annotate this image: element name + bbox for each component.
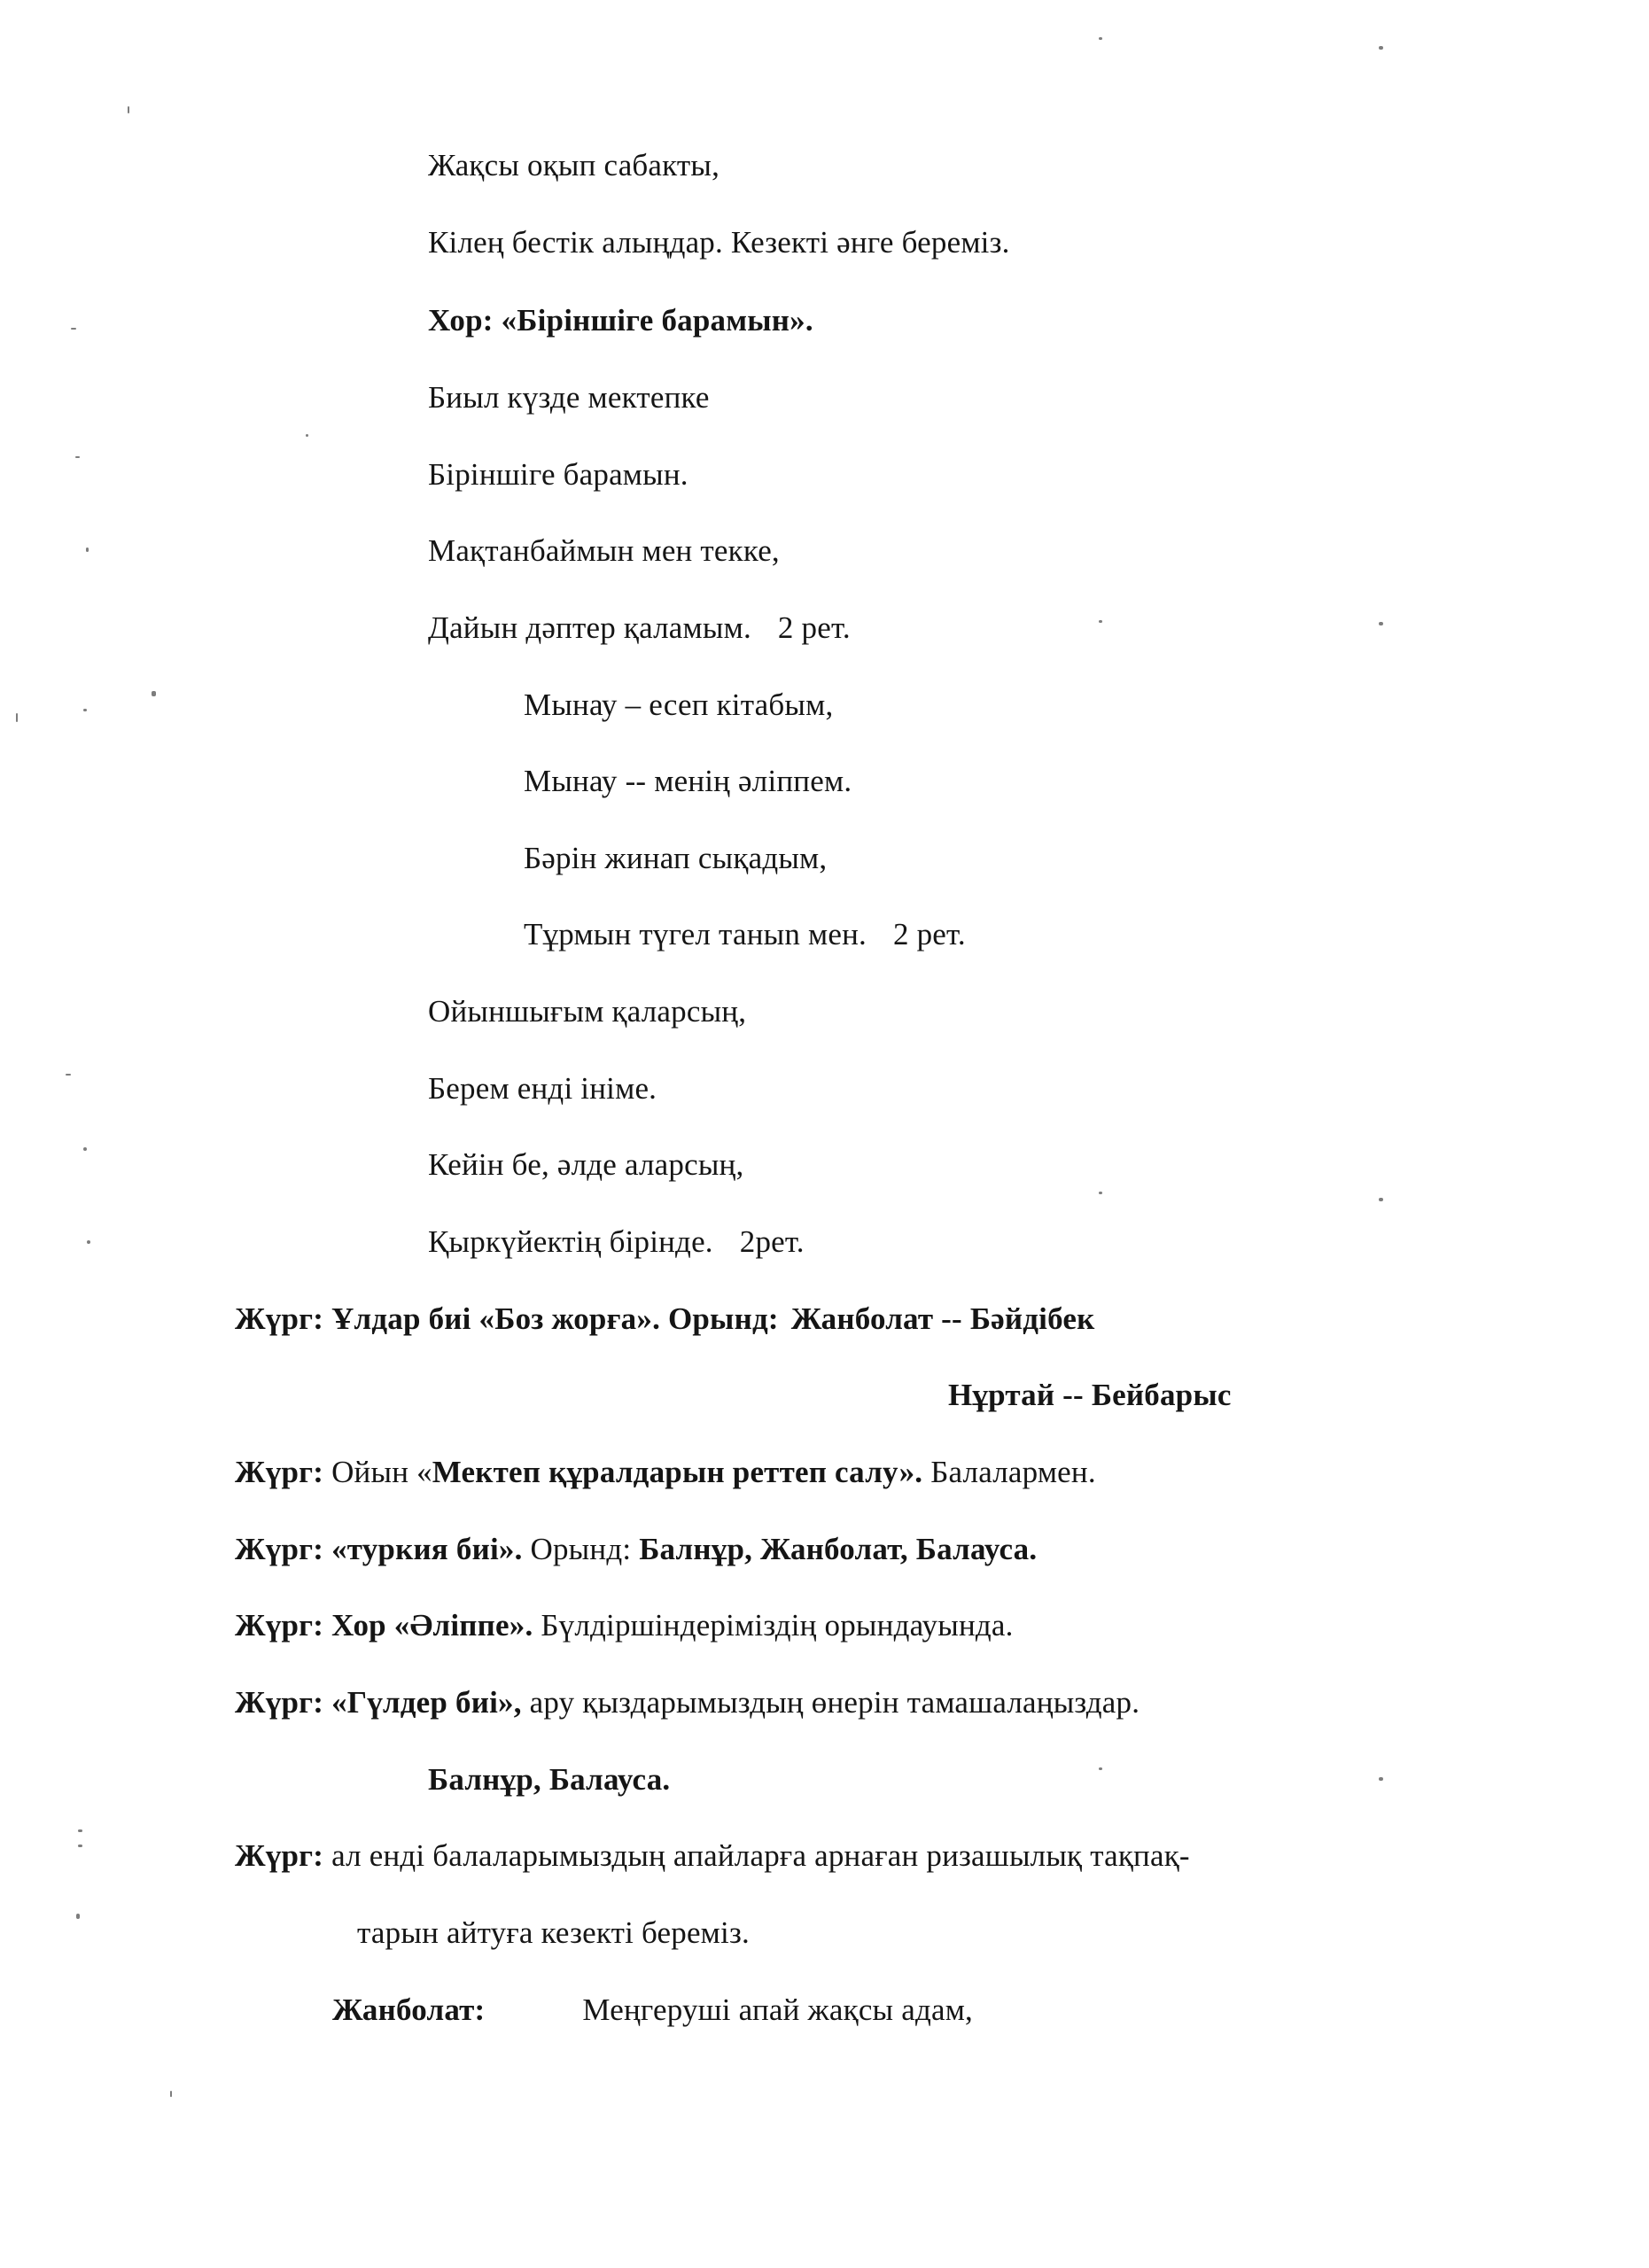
scan-speck bbox=[1379, 46, 1383, 50]
host-line bbox=[235, 1683, 1140, 1722]
scan-speck bbox=[1099, 1767, 1102, 1770]
poem-line-text: Тұрмын түгел таныn мен. bbox=[524, 917, 867, 951]
poem-line: Мақтанбаймын мен текке, bbox=[428, 533, 780, 568]
scan-speck bbox=[128, 106, 129, 113]
performers: Нұртай -- Бейбарыс bbox=[948, 1378, 1232, 1412]
poem-line: Мынау – есеп кітабым, bbox=[524, 687, 834, 722]
host-line-text: Балалармен. bbox=[922, 1455, 1096, 1489]
poem-line: Мынау -- менің әліппем. bbox=[524, 764, 852, 798]
repeat-note: 2рет. bbox=[739, 1224, 805, 1259]
poem-line bbox=[428, 609, 851, 648]
scan-speck bbox=[78, 1845, 82, 1847]
scan-speck bbox=[86, 548, 89, 552]
scan-speck bbox=[66, 1074, 71, 1076]
host-line-continuation: тарын айтуға кезекті береміз. bbox=[357, 1915, 750, 1950]
host-line-text: Ұлдар биі «Боз жорға». Орынд: bbox=[331, 1301, 779, 1336]
host-line bbox=[235, 1300, 1094, 1339]
game-title: Мектеп құралдарын реттеп салу». bbox=[432, 1455, 923, 1489]
host-line-text: Ойын « bbox=[331, 1455, 432, 1489]
poem-line: Кілең бестік алыңдар. Кезекті әнге береміз. bbox=[428, 225, 1010, 260]
scan-speck bbox=[1379, 622, 1383, 625]
speaker-label: Жүрг: bbox=[235, 1301, 324, 1336]
scan-speck bbox=[152, 691, 156, 696]
poem-line: Биыл күзде мектепке bbox=[428, 380, 710, 415]
scan-speck bbox=[78, 1829, 82, 1832]
poem-line: Берем енді ініме. bbox=[428, 1071, 657, 1106]
poem-line: Біріншіге барамын. bbox=[428, 457, 688, 492]
poem-line: Ойыншығым қаларсың, bbox=[428, 994, 747, 1029]
dance-title: «туркия биі». bbox=[331, 1532, 523, 1566]
speaker-label: Жүрг: bbox=[235, 1838, 324, 1873]
host-line-text: ару қыздарымыздың өнерін тамашалаңыздар. bbox=[521, 1685, 1140, 1720]
scan-speck bbox=[71, 328, 76, 330]
host-line bbox=[235, 1453, 1096, 1492]
host-line-text: ал енді балаларымыздың апайларға арнаған ризашылық тақпақ- bbox=[331, 1838, 1190, 1873]
scan-speck bbox=[75, 456, 80, 458]
performers: Балнұр, Жанболат, Балауса. bbox=[639, 1532, 1038, 1566]
repeat-note: 2 рет. bbox=[892, 917, 966, 951]
speaker-label: Жанболат: bbox=[332, 1992, 486, 2027]
speaker-label: Жүрг: bbox=[235, 1608, 324, 1643]
scan-speck bbox=[170, 2091, 172, 2097]
host-line-text: Бүлдіршіндеріміздің орындауында. bbox=[533, 1608, 1014, 1643]
song-title: Хор «Әліппе». bbox=[331, 1608, 533, 1643]
scan-speck bbox=[306, 434, 308, 437]
poem-line: Жақсы оқып сабакты, bbox=[428, 148, 720, 183]
speaker-label: Жүрг: bbox=[235, 1532, 324, 1566]
poem-line-text: Қыркүйектің бірінде. bbox=[428, 1224, 713, 1259]
host-line-text: Орынд: bbox=[522, 1532, 640, 1566]
recital-text: Меңгеруші апай жақсы адам, bbox=[582, 1992, 973, 2027]
speaker-label: Жүрг: bbox=[235, 1685, 324, 1720]
scan-speck bbox=[1099, 620, 1102, 623]
poem-line: Кейін бе, әлде аларсың, bbox=[428, 1147, 744, 1182]
speaker-label: Жүрг: bbox=[235, 1455, 324, 1489]
poem-line bbox=[524, 915, 966, 954]
performers: Жанболат -- Бәйдібек bbox=[790, 1301, 1095, 1336]
scan-speck bbox=[1099, 37, 1102, 40]
scan-speck bbox=[83, 709, 87, 711]
scan-speck bbox=[16, 713, 18, 722]
scan-speck bbox=[83, 1147, 87, 1151]
dance-title: «Гүлдер биі», bbox=[331, 1685, 522, 1720]
host-line bbox=[235, 1606, 1014, 1645]
poem-line: Бәрін жинап сықадым, bbox=[524, 841, 828, 875]
scan-speck bbox=[87, 1240, 90, 1244]
scan-speck bbox=[1099, 1192, 1102, 1194]
scan-speck bbox=[1379, 1777, 1383, 1781]
performers: Балнұр, Балауса. bbox=[428, 1762, 671, 1797]
scan-speck bbox=[1379, 1198, 1383, 1201]
poem-line bbox=[428, 1223, 805, 1262]
host-line bbox=[235, 1530, 1037, 1569]
recital-line bbox=[332, 1991, 973, 2030]
scan-speck bbox=[76, 1914, 80, 1919]
poem-line-text: Дайын дәптер қаламым. bbox=[428, 610, 751, 645]
host-line bbox=[235, 1837, 1190, 1876]
song-heading: Хор: «Біріншіге барамын». bbox=[428, 303, 813, 338]
repeat-note: 2 рет. bbox=[777, 610, 851, 645]
